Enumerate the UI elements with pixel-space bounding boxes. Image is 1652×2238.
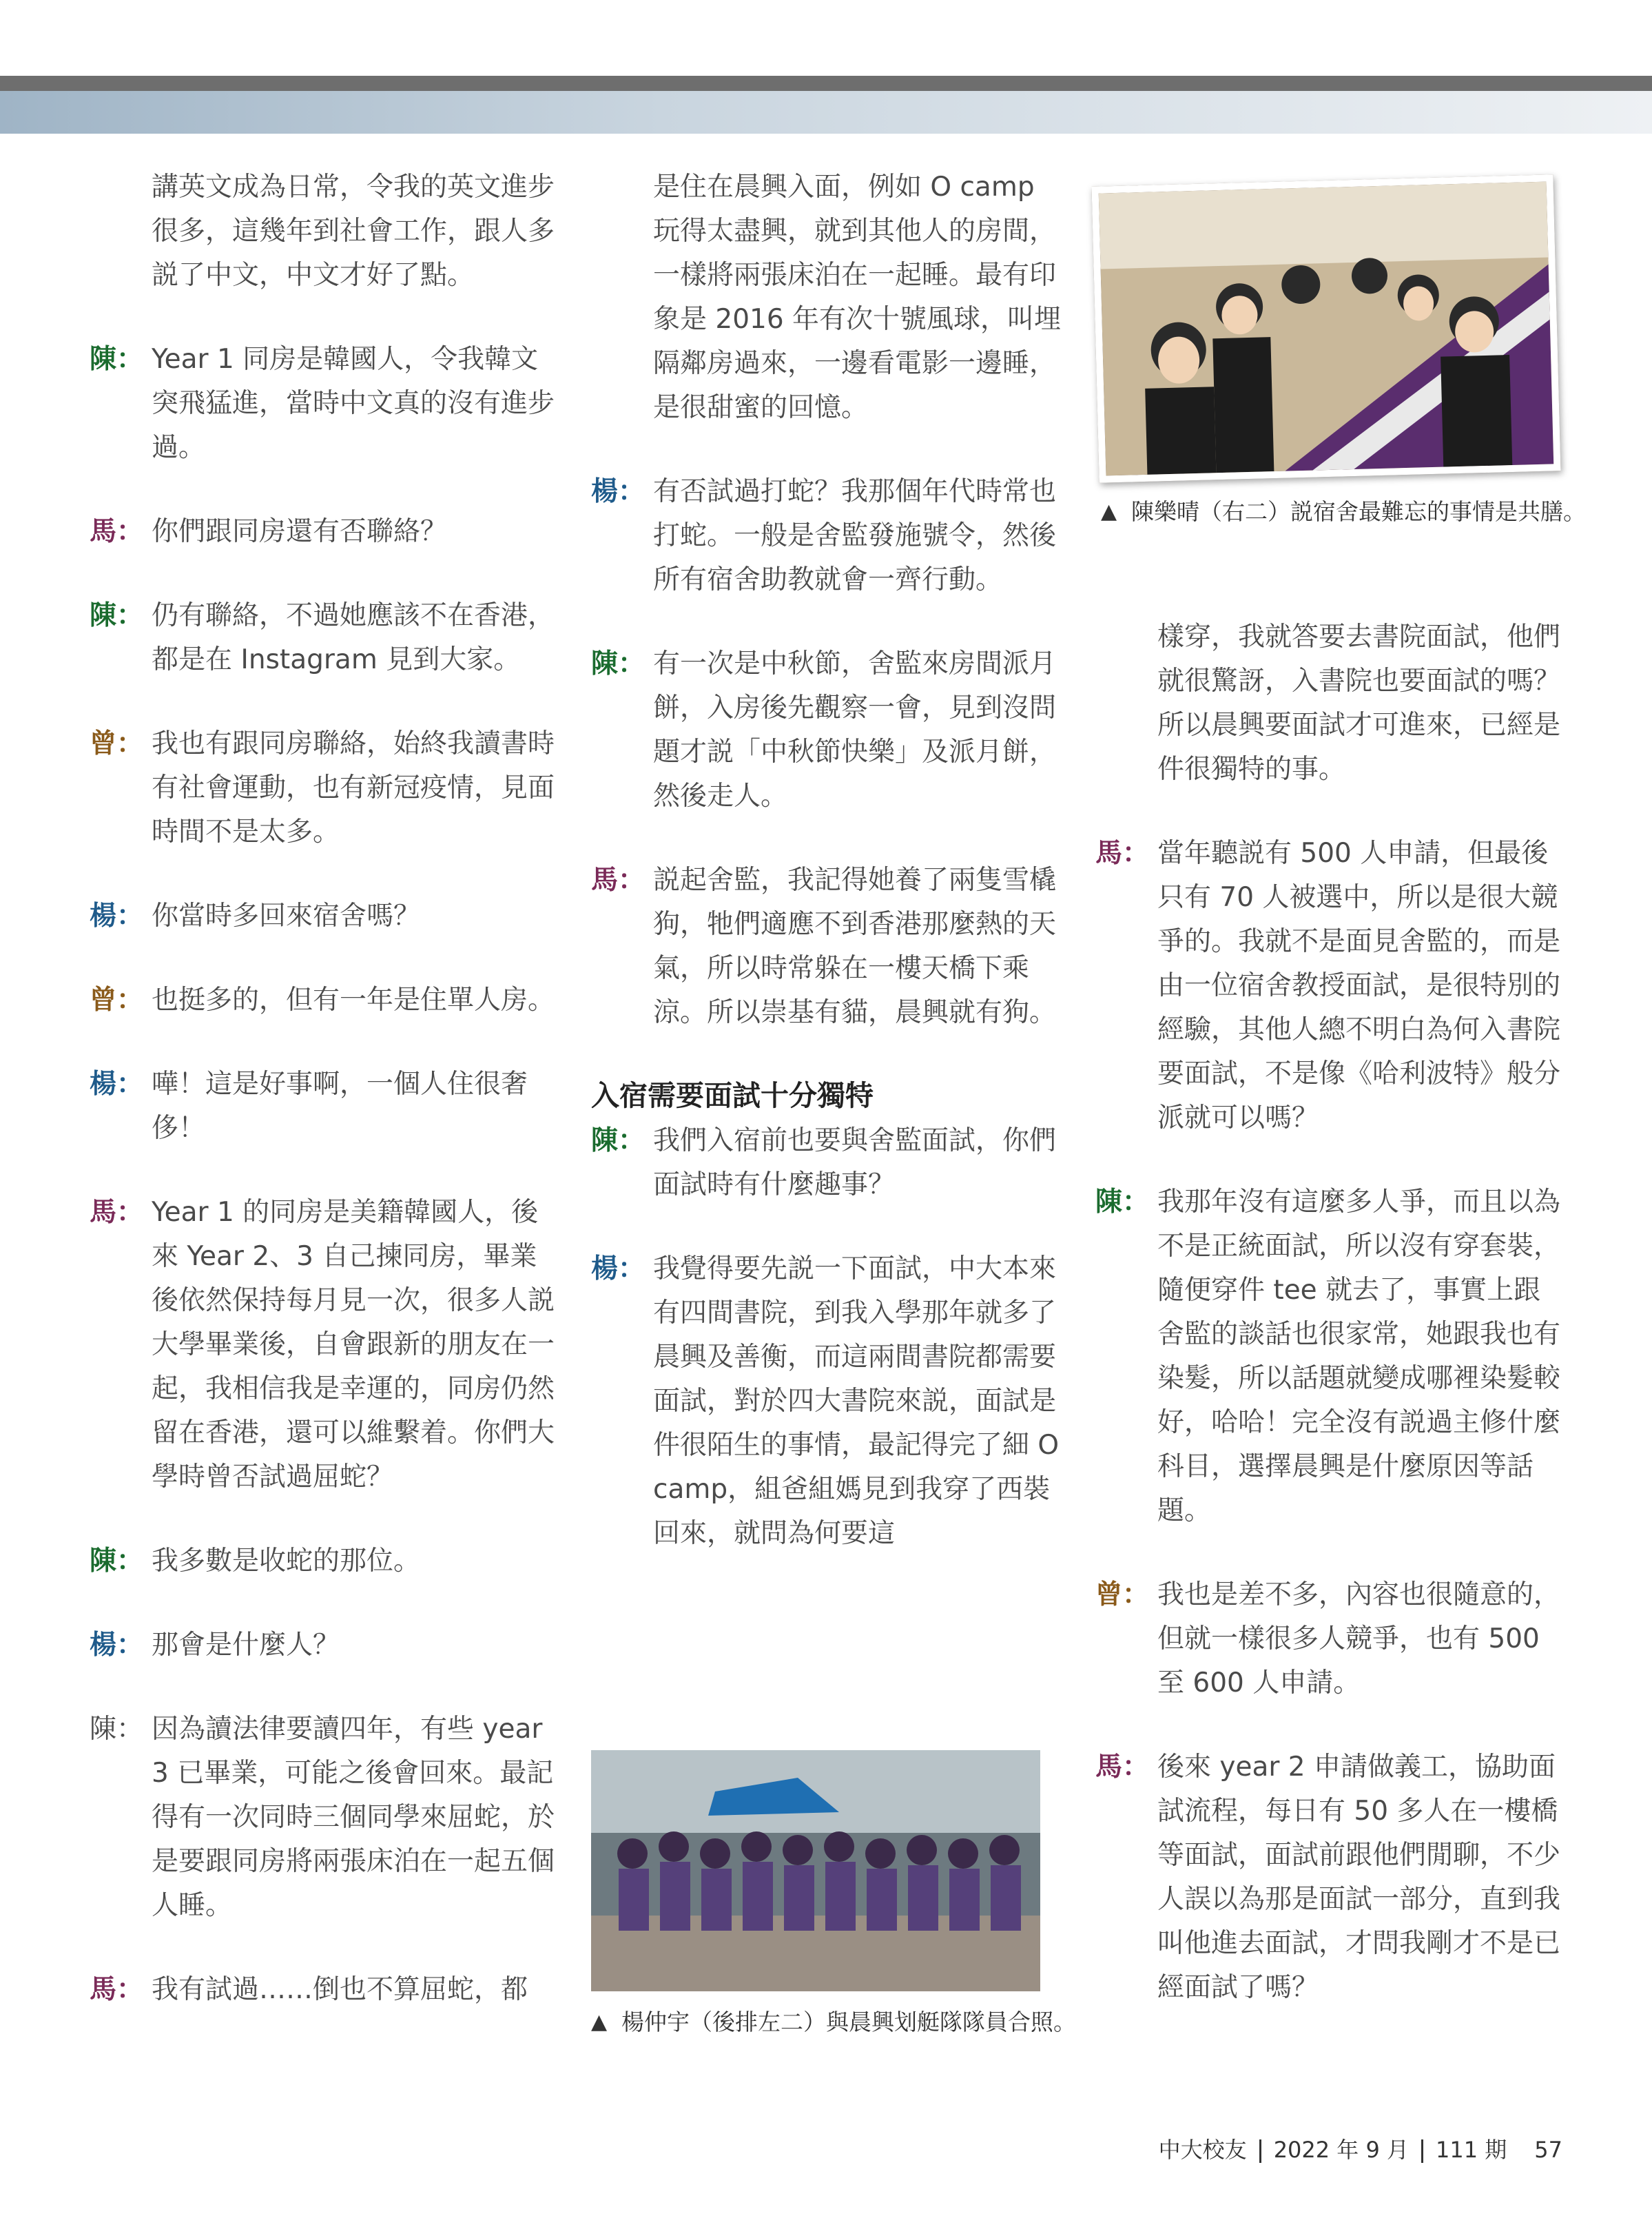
page-number: 57 xyxy=(1534,2137,1562,2163)
dialogue-entry xyxy=(90,978,558,1023)
dialogue-entry xyxy=(90,722,558,854)
speaker-label: 陳： xyxy=(591,648,646,679)
dialogue-entry xyxy=(1095,1180,1564,1533)
dialogue-text: 因為讀法律要讀四年，有些 year 3 已畢業，可能之後會回來。最記得有一次同時三個同學來屈蛇，於是要跟同房將兩張床泊在一起五個人睡。 xyxy=(152,1714,555,1921)
dialogue-entry xyxy=(90,1968,558,2012)
dialogue-text: 我也有跟同房聯絡，始終我讀書時有社會運動，也有新冠疫情，見面時間不是太多。 xyxy=(152,728,555,848)
speaker-label: 陳： xyxy=(591,1125,646,1156)
section-heading: 入宿需要面試十分獨特 xyxy=(591,1079,874,1112)
dialogue-text: Year 1 的同房是美籍韓國人，後來 Year 2、3 自己揀同房，畢業後依然保持每月見一次，很多人説大學畢業後，自會跟新的朋友在一起，我相信我是幸運的，同房仍然留在香港，還可以維繫着。你們大學時曾否試過屈蛇？ xyxy=(152,1197,555,1492)
dialogue-text: 我們入宿前也要與舍監面試，你們面試時有什麼趣事？ xyxy=(653,1125,1057,1200)
dialogue-text: 也挺多的，但有一年是住單人房。 xyxy=(152,985,555,1016)
speaker-label: 曾： xyxy=(1095,1579,1150,1610)
dialogue-entry xyxy=(1095,832,1564,1140)
dialogue-text: 我也是差不多，內容也很隨意的，但就一樣很多人競爭，也有 500 至 600 人申請。 xyxy=(1157,1579,1561,1698)
dialogue-text: 我那年沒有這麼多人爭，而且以為不是正統面試，所以沒有穿套裝，隨便穿件 tee 就去了，事實上跟舍監的談話也很家常，她跟我也有染髮，所以話題就變成哪裡染髮較好，哈哈！完全沒有説過主修什麼科目，選擇晨興是什麼原因等話題。 xyxy=(1157,1187,1561,1526)
dialogue-text: 嘩！這是好事啊，一個人住很奢侈！ xyxy=(152,1069,528,1144)
photo-caption: ▲ 陳樂晴（右二）説宿舍最難忘的事情是共膳。 xyxy=(1101,495,1600,529)
publication-name: 中大校友 xyxy=(1158,2137,1247,2163)
header-gradient-band xyxy=(0,91,1652,134)
issue-date: 2022 年 9 月 xyxy=(1273,2137,1410,2163)
paragraph: 是住在晨興入面，例如 O camp 玩得太盡興，就到其他人的房間，一樣將兩張床泊在一起睡。最有印象是 2016 年有次十號風球，叫埋隔鄰房過來，一邊看電影一邊睡，是很甜蜜的回憶。 xyxy=(653,172,1062,423)
top-rule xyxy=(0,76,1652,91)
rowing-team-illustration xyxy=(591,1750,1040,1991)
speaker-label: 馬： xyxy=(90,1974,144,2005)
column-2 xyxy=(591,165,1066,1596)
caption-triangle-icon: ▲ xyxy=(1101,500,1117,524)
caption-triangle-icon: ▲ xyxy=(591,2010,608,2034)
dialogue-text: 我有試過……倒也不算屈蛇，都 xyxy=(152,1974,528,2005)
dinner-illustration xyxy=(1099,182,1554,476)
speaker-label: 陳： xyxy=(90,600,144,631)
speaker-label: 陳： xyxy=(90,344,144,375)
rowing-team-photo xyxy=(591,1750,1040,1991)
dialogue-entry xyxy=(90,594,558,682)
dialogue-entry xyxy=(591,642,1066,819)
speaker-label: 馬： xyxy=(90,516,144,547)
dialogue-text: 有一次是中秋節，舍監來房間派月餅，入房後先觀察一會，見到沒問題才説「中秋節快樂」及派月餅，然後走人。 xyxy=(653,648,1057,812)
dialogue-entry xyxy=(1095,1745,1564,2010)
column-3 xyxy=(1095,615,1564,2050)
dialogue-text: 那會是什麼人？ xyxy=(152,1630,340,1661)
dialogue-entry xyxy=(90,510,558,554)
speaker-label: 陳： xyxy=(90,1546,144,1577)
dialogue-entry xyxy=(90,894,558,938)
dialogue-text: 你當時多回來宿舍嗎？ xyxy=(152,901,421,932)
speaker-label: 馬： xyxy=(90,1197,144,1228)
dialogue-text: 你們跟同房還有否聯絡？ xyxy=(152,516,448,547)
speaker-label: 陳： xyxy=(1095,1187,1150,1218)
dialogue-entry xyxy=(90,1539,558,1583)
dialogue-text: 後來 year 2 申請做義工，協助面試流程，每日有 50 多人在一樓橋等面試，面試前跟他們閒聊，不少人誤以為那是面試一部分，直到我叫他進去面試，才問我剛才不是已經面試了嗎？ xyxy=(1157,1752,1561,2003)
dialogue-entry xyxy=(591,1247,1066,1556)
speaker-label: 楊： xyxy=(90,1069,144,1100)
speaker-label: 楊： xyxy=(90,901,144,932)
dialogue-text: Year 1 同房是韓國人，令我韓文突飛猛進，當時中文真的沒有進步過。 xyxy=(152,344,555,463)
dinner-photo xyxy=(1091,174,1560,482)
speaker-label: 陳： xyxy=(90,1714,144,1745)
footer-divider xyxy=(1259,2139,1261,2163)
dialogue-text: 説起舍監，我記得她養了兩隻雪橇狗，牠們適應不到香港那麼熱的天氣，所以時常躲在一樓天橋下乘涼。所以崇基有貓，晨興就有狗。 xyxy=(653,865,1057,1028)
paragraph: 講英文成為日常，令我的英文進步很多，這幾年到社會工作，跟人多説了中文，中文才好了點。 xyxy=(152,172,555,291)
speaker-label: 楊： xyxy=(591,1253,646,1284)
dialogue-entry xyxy=(591,1119,1066,1207)
dialogue-text: 我覺得要先説一下面試，中大本來有四間書院，到我入學那年就多了晨興及善衡，而這兩間書院都需要面試，對於四大書院來説，面試是件很陌生的事情，最記得完了細 O camp，組爸組媽見到我穿了西裝回來，就問為何要這 xyxy=(653,1253,1060,1549)
dialogue-entry xyxy=(90,1707,558,1928)
speaker-label: 馬： xyxy=(591,865,646,896)
footer-divider xyxy=(1421,2139,1423,2163)
dialogue-text: 當年聽説有 500 人申請，但最後只有 70 人被選中，所以是很大競爭的。我就不是面見舍監的，而是由一位宿舍教授面試，是很特別的經驗，其他人總不明白為何入書院要面試，不是像《哈利波特》般分派就可以嗎？ xyxy=(1157,838,1561,1133)
dialogue-text: 仍有聯絡，不過她應該不在香港，都是在 Instagram 見到大家。 xyxy=(152,600,555,675)
dialogue-entry xyxy=(90,1062,558,1151)
dialogue-text: 我多數是收蛇的那位。 xyxy=(152,1546,421,1577)
speaker-label: 馬： xyxy=(1095,1752,1150,1783)
page-footer xyxy=(1159,2133,1562,2164)
dialogue-entry xyxy=(90,1191,558,1499)
paragraph: 樣穿，我就答要去書院面試，他們就很驚訝，入書院也要面試的嗎？所以晨興要面試才可進來，已經是件很獨特的事。 xyxy=(1157,622,1561,785)
dialogue-entry xyxy=(1095,1573,1564,1705)
dialogue-entry xyxy=(90,338,558,470)
speaker-label: 楊： xyxy=(591,476,646,507)
issue-number: 111 期 xyxy=(1436,2137,1507,2163)
speaker-label: 馬： xyxy=(1095,838,1150,869)
speaker-label: 曾： xyxy=(90,728,144,759)
speaker-label: 楊： xyxy=(90,1630,144,1661)
dialogue-text: 有否試過打蛇？我那個年代時常也打蛇。一般是舍監發施號令，然後所有宿舍助教就會一齊行動。 xyxy=(653,476,1057,595)
photo-caption: ▲ 楊仲宇（後排左二）與晨興划艇隊隊員合照。 xyxy=(591,2005,1090,2040)
dialogue-entry xyxy=(90,1623,558,1667)
dialogue-entry xyxy=(591,859,1066,1035)
column-1 xyxy=(90,165,558,2052)
speaker-label: 曾： xyxy=(90,985,144,1016)
dialogue-entry xyxy=(591,470,1066,602)
